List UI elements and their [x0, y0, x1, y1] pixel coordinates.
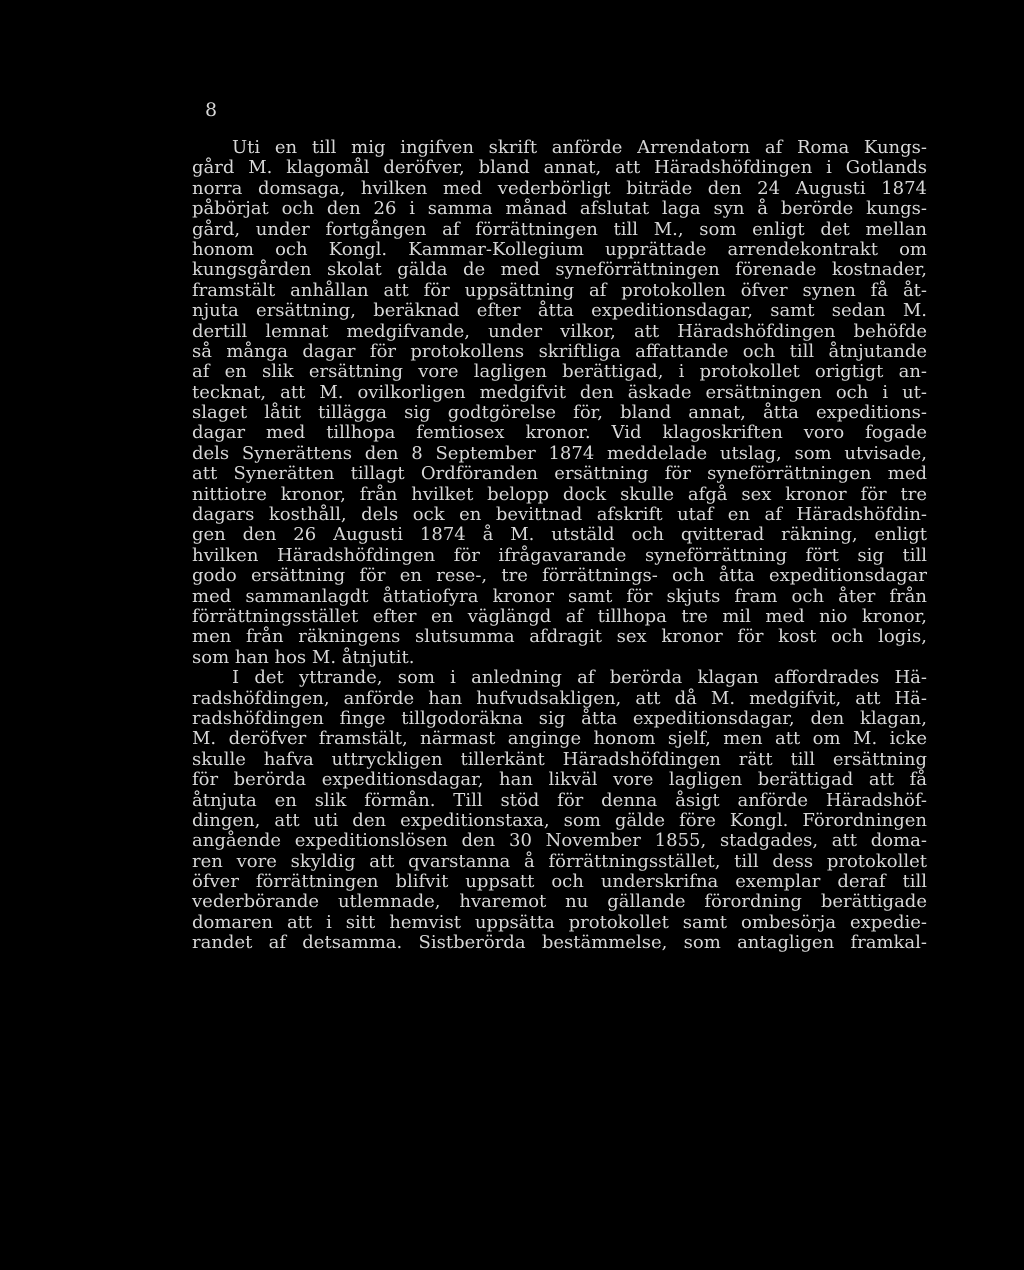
text-line: radshöfdingen, anförde han hufvudsakligen, att då M. medgifvit, att Hä-	[192, 687, 927, 709]
body-text	[192, 138, 927, 954]
text-line: gård M. klagomål deröfver, bland annat, att Häradshöfdingen i Gotlands	[192, 157, 927, 179]
text-line: M. deröfver framstält, närmast anginge honom sjelf, men att om M. icke	[192, 728, 927, 750]
text-line: att Synerätten tillagt Ordföranden ersättning för syneförrättningen med	[192, 463, 927, 485]
text-line: tecknat, att M. ovilkorligen medgifvit den äskade ersättningen och i ut-	[192, 381, 927, 403]
text-line: angående expeditionslösen den 30 November 1855, stadgades, att doma-	[192, 830, 927, 852]
text-line: randet af detsamma. Sistberörda bestämmelse, som antagligen framkal-	[192, 932, 927, 954]
text-line: dagars kosthåll, dels ock en bevittnad afskrift utaf en af Häradshöfdin-	[192, 504, 927, 526]
text-line: dingen, att uti den expeditionstaxa, som gälde före Kongl. Förordningen	[192, 809, 927, 831]
text-line: honom och Kongl. Kammar-Kollegium upprättade arrendekontrakt om	[192, 238, 927, 260]
text-line: för berörda expeditionsdagar, han likväl vore lagligen berättigad att få	[192, 769, 927, 791]
text-line: slaget låtit tillägga sig godtgörelse för, bland annat, åtta expeditions-	[192, 402, 927, 424]
text-line: som han hos M. åtnjutit.	[192, 646, 415, 668]
text-line: åtnjuta en slik förmån. Till stöd för denna åsigt anförde Häradshöf-	[192, 789, 927, 811]
text-line: dertill lemnat medgifvande, under vilkor, att Häradshöfdingen behöfde	[192, 320, 927, 342]
text-line: påbörjat och den 26 i samma månad afslutat laga syn å berörde kungs-	[192, 198, 927, 220]
text-line: skulle hafva uttryckligen tillerkänt Häradshöfdingen rätt till ersättning	[192, 748, 927, 770]
text-line: Uti en till mig ingifven skrift anförde Arrendatorn af Roma Kungs-	[232, 137, 927, 158]
text-line: så många dagar för protokollens skriftliga affattande och till åtnjutande	[192, 340, 927, 362]
text-line: kungsgården skolat gälda de med syneförrättningen förenade kostnader,	[192, 259, 927, 281]
text-line: dagar med tillhopa femtiosex kronor. Vid klagoskriften voro fogade	[192, 422, 927, 444]
text-line: dels Synerättens den 8 September 1874 meddelade utslag, som utvisade,	[192, 442, 927, 464]
text-line: godo ersättning för en rese-, tre förrättnings- och åtta expeditionsdagar	[192, 565, 927, 587]
text-line: ren vore skyldig att qvarstanna å förrättningsstället, till dess protokollet	[192, 850, 927, 872]
text-line: gen den 26 Augusti 1874 å M. utstäld och qvitterad räkning, enligt	[192, 524, 927, 546]
text-line: framstält anhållan att för uppsättning af protokollen öfver synen få åt-	[192, 279, 927, 301]
text-line: af en slik ersättning vore lagligen berättigad, i protokollet origtigt an-	[192, 361, 927, 383]
text-line: I det yttrande, som i anledning af berörda klagan affordrades Hä-	[232, 667, 927, 689]
text-line: nittiotre kronor, från hvilket belopp dock skulle afgå sex kronor för tre	[192, 483, 927, 505]
text-line: njuta ersättning, beräknad efter åtta expeditionsdagar, samt sedan M.	[192, 300, 927, 322]
text-line: radshöfdingen finge tillgodoräkna sig åtta expeditionsdagar, den klagan,	[192, 707, 927, 729]
text-line: öfver förrättningen blifvit uppsatt och underskrifna exemplar deraf till	[192, 871, 927, 893]
text-line: förrättningsstället efter en väglängd af tillhopa tre mil med nio kronor,	[192, 605, 927, 627]
text-line: norra domsaga, hvilken med vederbörligt biträde den 24 Augusti 1874	[192, 177, 927, 199]
text-line: gård, under fortgången af förrättningen till M., som enligt det mellan	[192, 218, 927, 240]
page-number: 8	[205, 99, 218, 121]
text-line: vederbörande utlemnade, hvaremot nu gällande förordning berättigade	[192, 891, 927, 913]
text-line: domaren att i sitt hemvist uppsätta protokollet samt ombesörja expedie-	[192, 911, 927, 933]
text-line: med sammanlagdt åttatiofyra kronor samt för skjuts fram och åter från	[192, 585, 927, 607]
text-line: men från räkningens slutsumma afdragit sex kronor för kost och logis,	[192, 626, 927, 648]
text-line: hvilken Häradshöfdingen för ifrågavarande syneförrättning fört sig till	[192, 544, 927, 566]
